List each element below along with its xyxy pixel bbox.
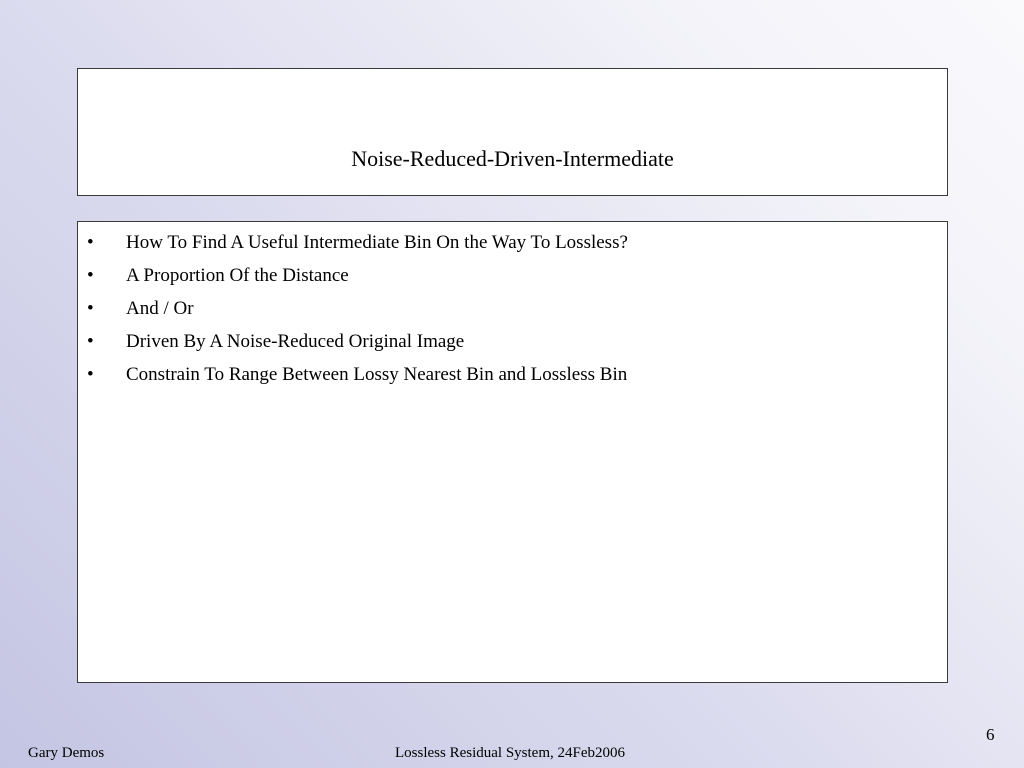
bullet-text: And / Or bbox=[126, 298, 194, 319]
slide-title-box bbox=[77, 68, 948, 196]
bullet-item bbox=[78, 362, 947, 395]
bullet-text: Driven By A Noise-Reduced Original Image bbox=[126, 331, 465, 352]
bullet-icon: • bbox=[87, 331, 94, 352]
bullet-item bbox=[78, 230, 947, 263]
bullet-text: A Proportion Of the Distance bbox=[126, 265, 349, 286]
page-number: 6 bbox=[986, 725, 995, 744]
bullet-item bbox=[78, 296, 947, 329]
slide-content-box bbox=[77, 221, 948, 683]
bullet-icon: • bbox=[87, 364, 94, 385]
bullet-list bbox=[78, 230, 947, 395]
bullet-text: Constrain To Range Between Lossy Nearest Bin and Lossless Bin bbox=[126, 364, 628, 385]
bullet-icon: • bbox=[87, 265, 94, 286]
slide-title: Noise-Reduced-Driven-Intermediate bbox=[351, 146, 674, 171]
footer-presentation-title: Lossless Residual System, 24Feb2006 bbox=[395, 745, 626, 761]
bullet-icon: • bbox=[87, 298, 94, 319]
bullet-item bbox=[78, 263, 947, 296]
bullet-text: How To Find A Useful Intermediate Bin On the Way To Lossless? bbox=[126, 232, 628, 253]
bullet-item bbox=[78, 329, 947, 362]
bullet-icon: • bbox=[87, 232, 94, 253]
footer-author: Gary Demos bbox=[28, 745, 105, 761]
